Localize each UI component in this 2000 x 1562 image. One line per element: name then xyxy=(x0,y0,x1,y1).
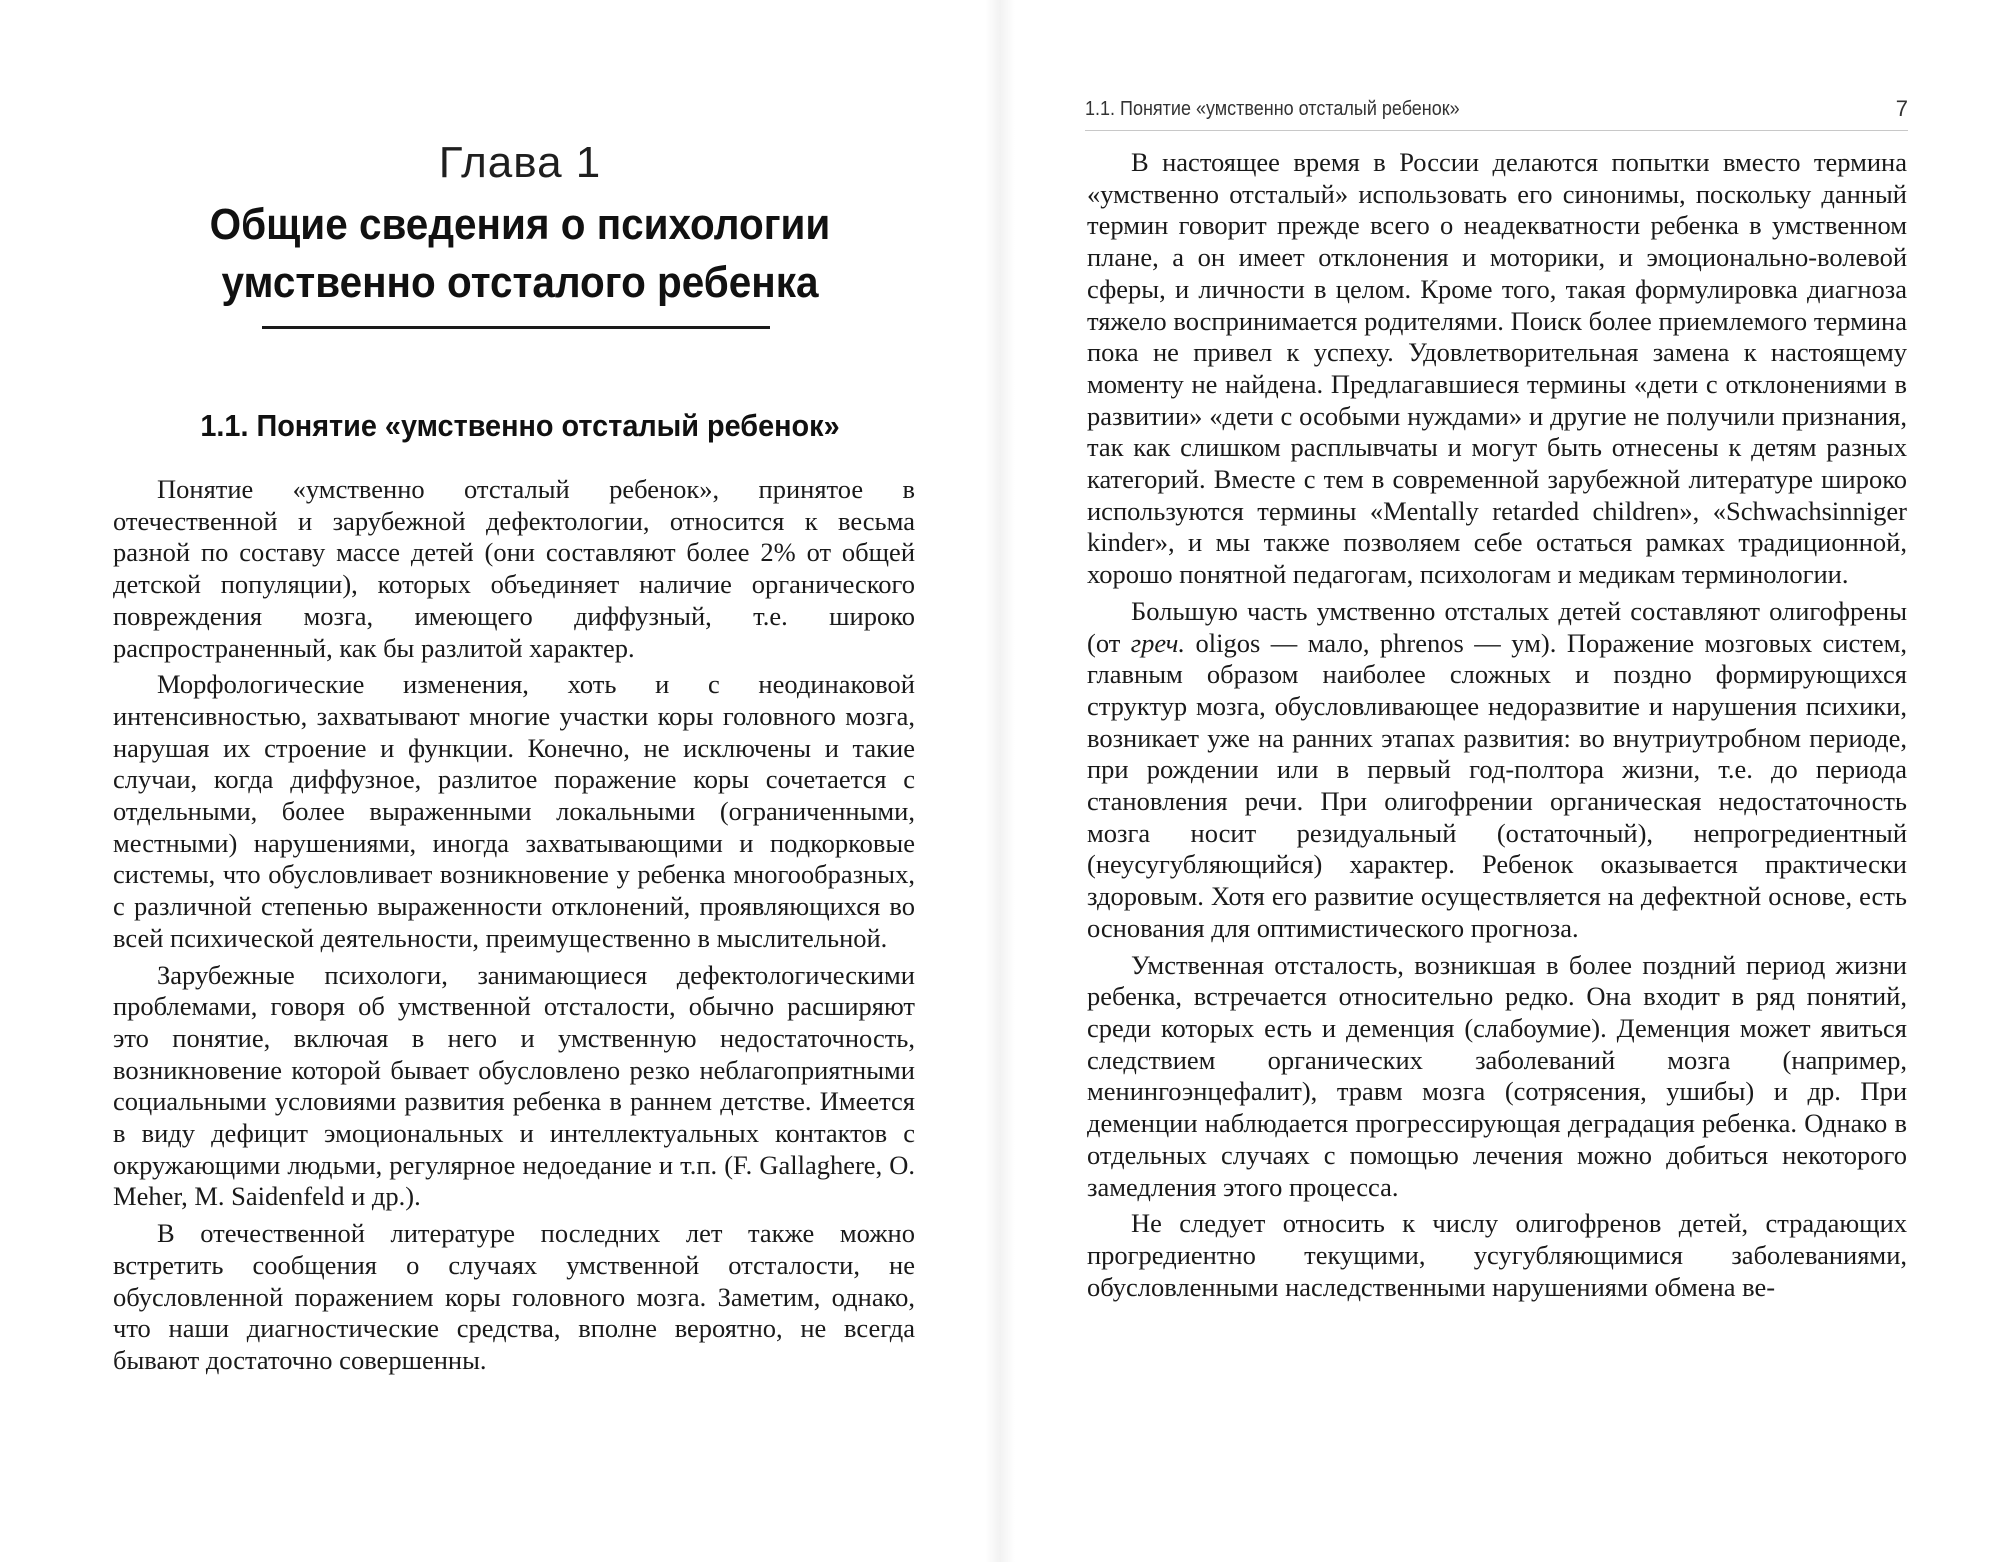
left-body-text xyxy=(113,474,915,1377)
italic-abbreviation: греч. xyxy=(1130,627,1186,658)
running-head-rule xyxy=(1085,130,1908,131)
paragraph xyxy=(1087,596,1907,945)
paragraph: Зарубежные психологи, занимающиеся дефектологическими проблемами, говоря об умственной отсталости, обычно расширяют это понятие, включая в него и умственную недостаточность, возникновение которой бывает обусловлено резко неблагоприятными социальными условиями развития ребенка в раннем детстве. Имеется в виду дефицит эмоциональных и интеллектуальных контактов с окружающими людьми, регулярное недоедание и т.п. (F. Gallaghere, O. Meher, M. Saidenfeld и др.). xyxy=(113,959,915,1212)
paragraph: В настоящее время в России делаются попытки вместо термина «умственно отсталый» использовать его синонимы, поскольку данный термин говорит прежде всего о неадекватности ребенка в умственном плане, а он имеет отклонения и моторики, и эмоционально-волевой сферы, и личности в целом. Кроме того, такая формулировка диагноза тяжело воспринимается родителями. Поиск более приемлемого термина пока не привел к успеху. Удовлетворительная замена к настоящему моменту не найдена. Предлагавшиеся термины «дети с отклонениями в развитии» «дети с особыми нуждами» и другие не получили признания, так как слишком расплывчаты и могут быть отнесены к детям разных категорий. Вместе с тем в современной зарубежной литературе широко используются термины «Mentally retarded children», «Schwachsinniger kinder», и мы также позволяем себе остаться рамках традиционной, хорошо понятной педагогам, психологам и медикам терминологии. xyxy=(1087,147,1907,590)
chapter-label: Глава 1 xyxy=(438,138,602,187)
running-head: 1.1. Понятие «умственно отсталый ребенок» xyxy=(1085,98,1460,120)
paragraph: В отечественной литературе последних лет также можно встретить сообщения о случаях умственной отсталости, не обусловленной поражением коры головного мозга. Заметим, однако, что наши диагностические средства, вполне вероятно, не всегда бывают достаточно совершенны. xyxy=(113,1218,915,1375)
chapter-divider xyxy=(262,326,770,329)
paragraph: Понятие «умственно отсталый ребенок», принятое в отечественной и зарубежной дефектологии, относится к весьма разной по составу массе детей (они составляют более 2% от общей детской популяции), которых объединяет наличие органического повреждения мозга, имеющего диффузный, т.е. широко распространенный, как бы разлитой характер. xyxy=(113,474,915,663)
section-title: 1.1. Понятие «умственно отсталый ребенок» xyxy=(200,408,840,443)
chapter-title-line-1: Общие сведения о психологии xyxy=(209,200,831,249)
paragraph: Не следует относить к числу олигофренов детей, страдающих прогредиентно текущими, усугубляющимися заболеваниями, обусловленными наследственными нарушениями обмена ве- xyxy=(1087,1208,1907,1302)
chapter-title-line-2: умственно отсталого ребенка xyxy=(221,258,819,307)
paragraph: Умственная отсталость, возникшая в более поздний период жизни ребенка, встречается относительно редко. Она входит в ряд понятий, среди которых есть и деменция (слабоумие). Деменция может явиться следствием органических заболеваний мозга (например, менингоэнцефалит), травм мозга (сотрясения, ушибы) и др. При деменции наблюдается прогрессирующая деградация ребенка. Однако в отдельных случаях с помощью лечения можно добиться некоторого замедления этого процесса. xyxy=(1087,949,1907,1202)
gutter-shadow xyxy=(985,0,1015,1562)
paragraph-text: oligos — мало, phrenos — ум). Поражение мозговых систем, главным образом наиболее сложных и поздно формирующихся структур мозга, обусловливающее недоразвитие и нарушения психики, возникает уже на ранних этапах развития: во внутриутробном периоде, при рождении или в первый год-полтора жизни, т.е. до периода становления речи. При олигофрении органическая недостаточность мозга носит резидуальный (остаточный), непрогредиентный (неусугубляющийся) характер. Ребенок оказывается практически здоровым. Хотя его развитие осуществляется на дефектной основе, есть основания для оптимистического прогноза. xyxy=(1087,627,1907,943)
right-body-text xyxy=(1087,147,1907,1303)
paragraph: Морфологические изменения, хоть и с неодинаковой интенсивностью, захватывают многие участки коры головного мозга, нарушая их строение и функции. Конечно, не исключены и такие случаи, когда диффузное, разлитое поражение коры сочетается с отдельными, более выраженными локальными (ограниченными, местными) нарушениями, иногда захватывающими и подкорковые системы, что обусловливает возникновение у ребенка многообразных, с различной степенью выраженности отклонений, проявляющихся во всей психической деятельности, преимущественно в мыслительной. xyxy=(113,669,915,953)
page-number: 7 xyxy=(1895,96,1908,121)
chapter-title xyxy=(152,196,888,312)
paragraph-text: Большую часть умственно отсталых детей составляют олигофрены (от xyxy=(1087,595,1907,658)
